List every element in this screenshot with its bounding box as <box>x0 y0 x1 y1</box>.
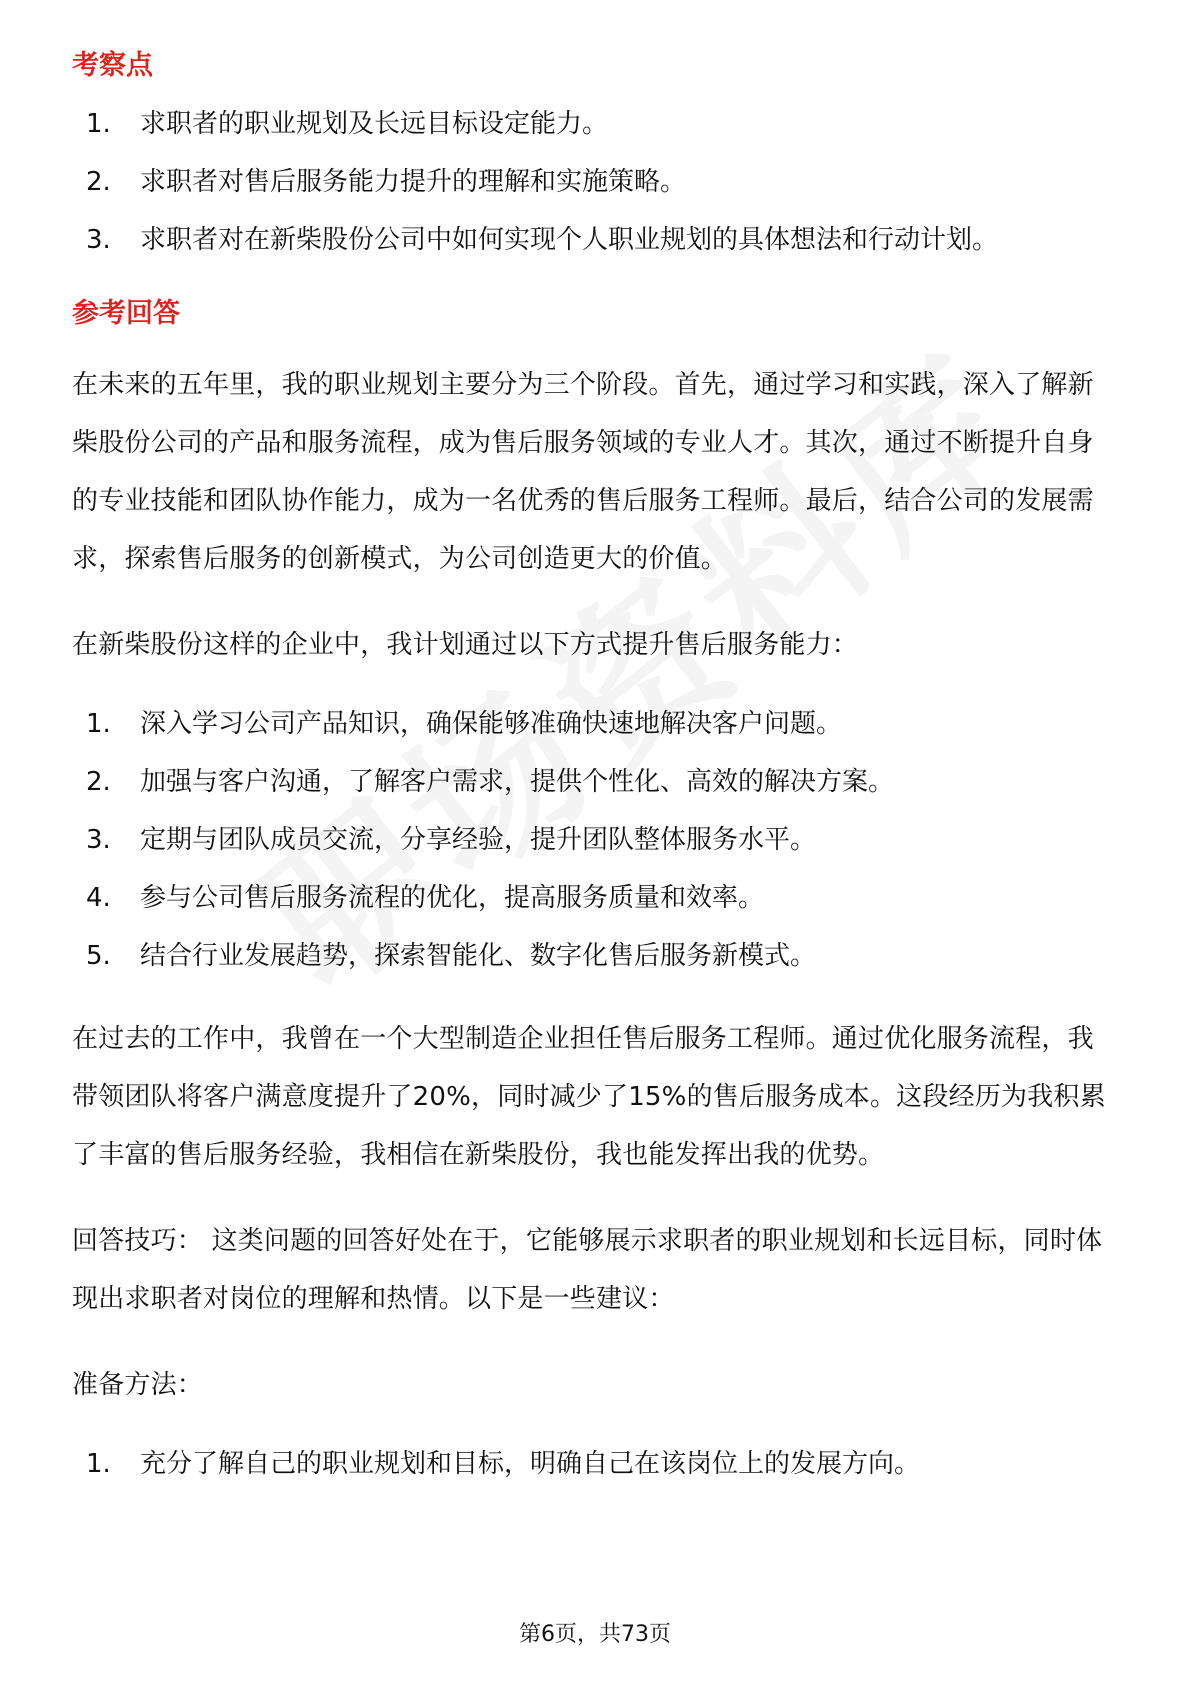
list-item: 1. 深入学习公司产品知识，确保能够准确快速地解决客户问题。 <box>86 709 843 739</box>
section-title-reference-answer: 参考回答 <box>72 298 180 329</box>
answer-paragraph-plan: 在未来的五年里，我的职业规划主要分为三个阶段。首先，通过学习和实践，深入了解新柴股份公司的产品和服务流程，成为售后服务领域的专业人才。其次，通过不断提升自身的专业技能和团队协作能力，成为一名优秀的售后服务工程师。最后，结合公司的发展需求，探索售后服务的创新模式，为公司创造更大的价值。 <box>72 370 1094 574</box>
list-item: 5. 结合行业发展趋势，探索智能化、数字化售后服务新模式。 <box>86 941 817 971</box>
review-points-list <box>72 104 1118 260</box>
list-item: 2. 加强与客户沟通，了解客户需求，提供个性化、高效的解决方案。 <box>86 767 895 797</box>
page-number: 第6页，共73页 <box>519 1622 671 1647</box>
answer-paragraph-prep-label: 准备方法： <box>72 1370 204 1400</box>
list-item: 1. 充分了解自己的职业规划和目标，明确自己在该岗位上的发展方向。 <box>86 1449 921 1479</box>
page-content <box>72 46 1118 1502</box>
answer-paragraph-experience: 在过去的工作中，我曾在一个大型制造企业担任售后服务工程师。通过优化服务流程，我带领团队将客户满意度提升了20%，同时减少了15%的售后服务成本。这段经历为我积累了丰富的售后服务经验，我相信在新柴股份，我也能发挥出我的优势。 <box>72 1024 1106 1170</box>
preparation-list <box>72 1444 1118 1484</box>
list-item: 3. 求职者对在新柴股份公司中如何实现个人职业规划的具体想法和行动计划。 <box>86 225 999 255</box>
answer-paragraph-tips: 回答技巧： 这类问题的回答好处在于，它能够展示求职者的职业规划和长远目标，同时体现出求职者对岗位的理解和热情。以下是一些建议： <box>72 1226 1103 1314</box>
list-item: 3. 定期与团队成员交流，分享经验，提升团队整体服务水平。 <box>86 825 817 855</box>
list-item: 1. 求职者的职业规划及长远目标设定能力。 <box>86 109 609 139</box>
answer-paragraph-intro: 在新柴股份这样的企业中，我计划通过以下方式提升售后服务能力： <box>72 630 859 660</box>
section-title-review-points: 考察点 <box>72 50 153 81</box>
list-item: 4. 参与公司售后服务流程的优化，提高服务质量和效率。 <box>86 883 765 913</box>
improvement-list <box>72 704 1118 976</box>
list-item: 2. 求职者对售后服务能力提升的理解和实施策略。 <box>86 167 687 197</box>
